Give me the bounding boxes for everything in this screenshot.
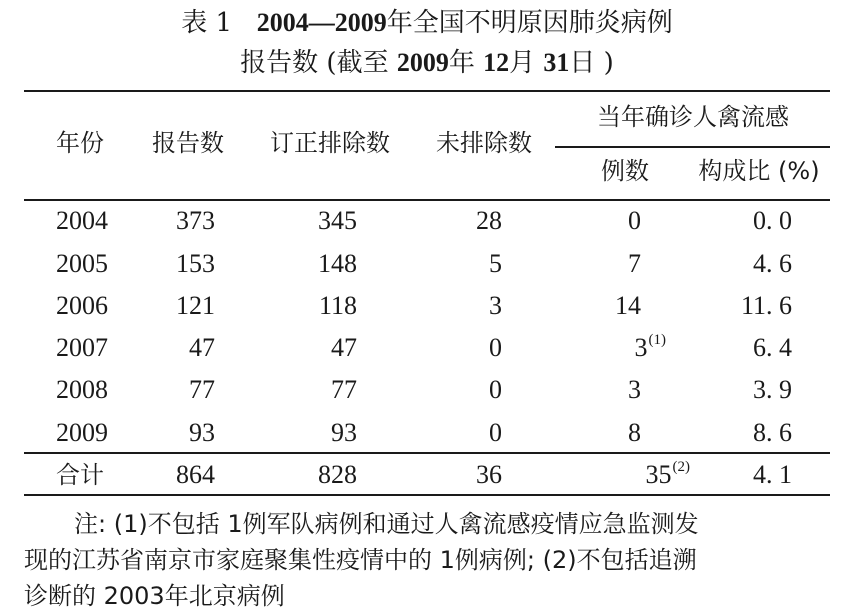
cell-ratio: 8. 6	[753, 418, 792, 447]
cell-cases: 3	[628, 375, 641, 404]
cutoff-day-suffix: 日 )	[569, 48, 614, 78]
cutoff-month-suffix: 月	[509, 48, 536, 78]
header-confirmed-group: 当年确诊人禽流感	[597, 103, 789, 131]
cell-reported: 153	[176, 249, 215, 278]
cell-not-excluded: 0	[489, 375, 502, 404]
cell-reported: 121	[176, 291, 215, 320]
cell-year: 2005	[56, 249, 108, 278]
cell-ratio: 11. 6	[740, 291, 792, 320]
cell-corrected: 47	[331, 333, 357, 362]
cell-corrected: 93	[331, 418, 357, 447]
cell-not-excluded: 3	[489, 291, 502, 320]
cell-corrected: 345	[318, 206, 357, 235]
footnote-line-2: 现的江苏省南京市家庭聚集性疫情中的 1例病例; (2)不包括追溯	[24, 546, 697, 574]
header-group-rule	[555, 146, 830, 148]
cell-not-excluded: 5	[489, 249, 502, 278]
cell-cases: 3$^{(1)}$	[634, 332, 666, 362]
cell-not-excluded: 0	[489, 418, 502, 447]
header-corrected: 订正排除数	[270, 129, 390, 157]
cell-corrected: 77	[331, 375, 357, 404]
cell-reported: 373	[176, 206, 215, 235]
cutoff-year: 2009	[396, 48, 449, 77]
cell-not-excluded: 28	[476, 206, 502, 235]
table-title-line2	[0, 46, 854, 80]
cutoff-prefix: 报告数 (截至	[240, 48, 389, 78]
header-reported: 报告数	[152, 129, 224, 157]
cutoff-year-suffix: 年	[448, 48, 475, 78]
header-cases: 例数	[601, 157, 649, 185]
total-ratio: 4. 1	[753, 460, 792, 489]
header-ratio: 构成比 (%)	[698, 157, 820, 185]
cell-year: 2009	[56, 418, 108, 447]
footnote-line-1: 注: (1)不包括 1例军队病例和通过人禽流感疫情应急监测发	[74, 510, 699, 538]
cell-ratio: 0. 0	[753, 206, 792, 235]
cell-ratio: 4. 6	[753, 249, 792, 278]
cell-year: 2007	[56, 333, 108, 362]
cell-cases: 0	[628, 206, 641, 235]
total-corrected: 828	[318, 460, 357, 489]
cell-corrected: 148	[318, 249, 357, 278]
total-cases: 35$^{(2)}$	[645, 459, 690, 489]
cell-cases: 14	[615, 291, 641, 320]
cell-reported: 77	[189, 375, 215, 404]
footnote-line-3: 诊断的 2003年北京病例	[24, 582, 285, 610]
cell-year: 2008	[56, 375, 108, 404]
cell-reported: 47	[189, 333, 215, 362]
total-not-excluded: 36	[476, 460, 502, 489]
total-label: 合计	[56, 461, 104, 489]
table-number: 表 1	[181, 8, 232, 38]
table-top-rule	[24, 90, 830, 92]
cell-cases: 8	[628, 418, 641, 447]
year-range: 2004—2009	[256, 8, 387, 37]
table-footnote	[24, 506, 834, 614]
cell-ratio: 3. 9	[753, 375, 792, 404]
cutoff-day: 31	[543, 48, 570, 77]
cell-cases: 7	[628, 249, 641, 278]
header-not-excluded: 未排除数	[436, 129, 532, 157]
title-text: 年全国不明原因肺炎病例	[386, 8, 673, 38]
cell-year: 2004	[56, 206, 108, 235]
cell-year: 2006	[56, 291, 108, 320]
cell-not-excluded: 0	[489, 333, 502, 362]
total-reported: 864	[176, 460, 215, 489]
header-year: 年份	[56, 129, 104, 157]
cell-reported: 93	[189, 418, 215, 447]
cell-corrected: 118	[318, 291, 357, 320]
table-title-line1	[0, 6, 854, 40]
total-top-rule	[24, 452, 830, 454]
table-bottom-rule	[24, 494, 830, 496]
cutoff-month: 12	[483, 48, 510, 77]
header-bottom-rule	[24, 199, 830, 201]
cell-ratio: 6. 4	[753, 333, 792, 362]
